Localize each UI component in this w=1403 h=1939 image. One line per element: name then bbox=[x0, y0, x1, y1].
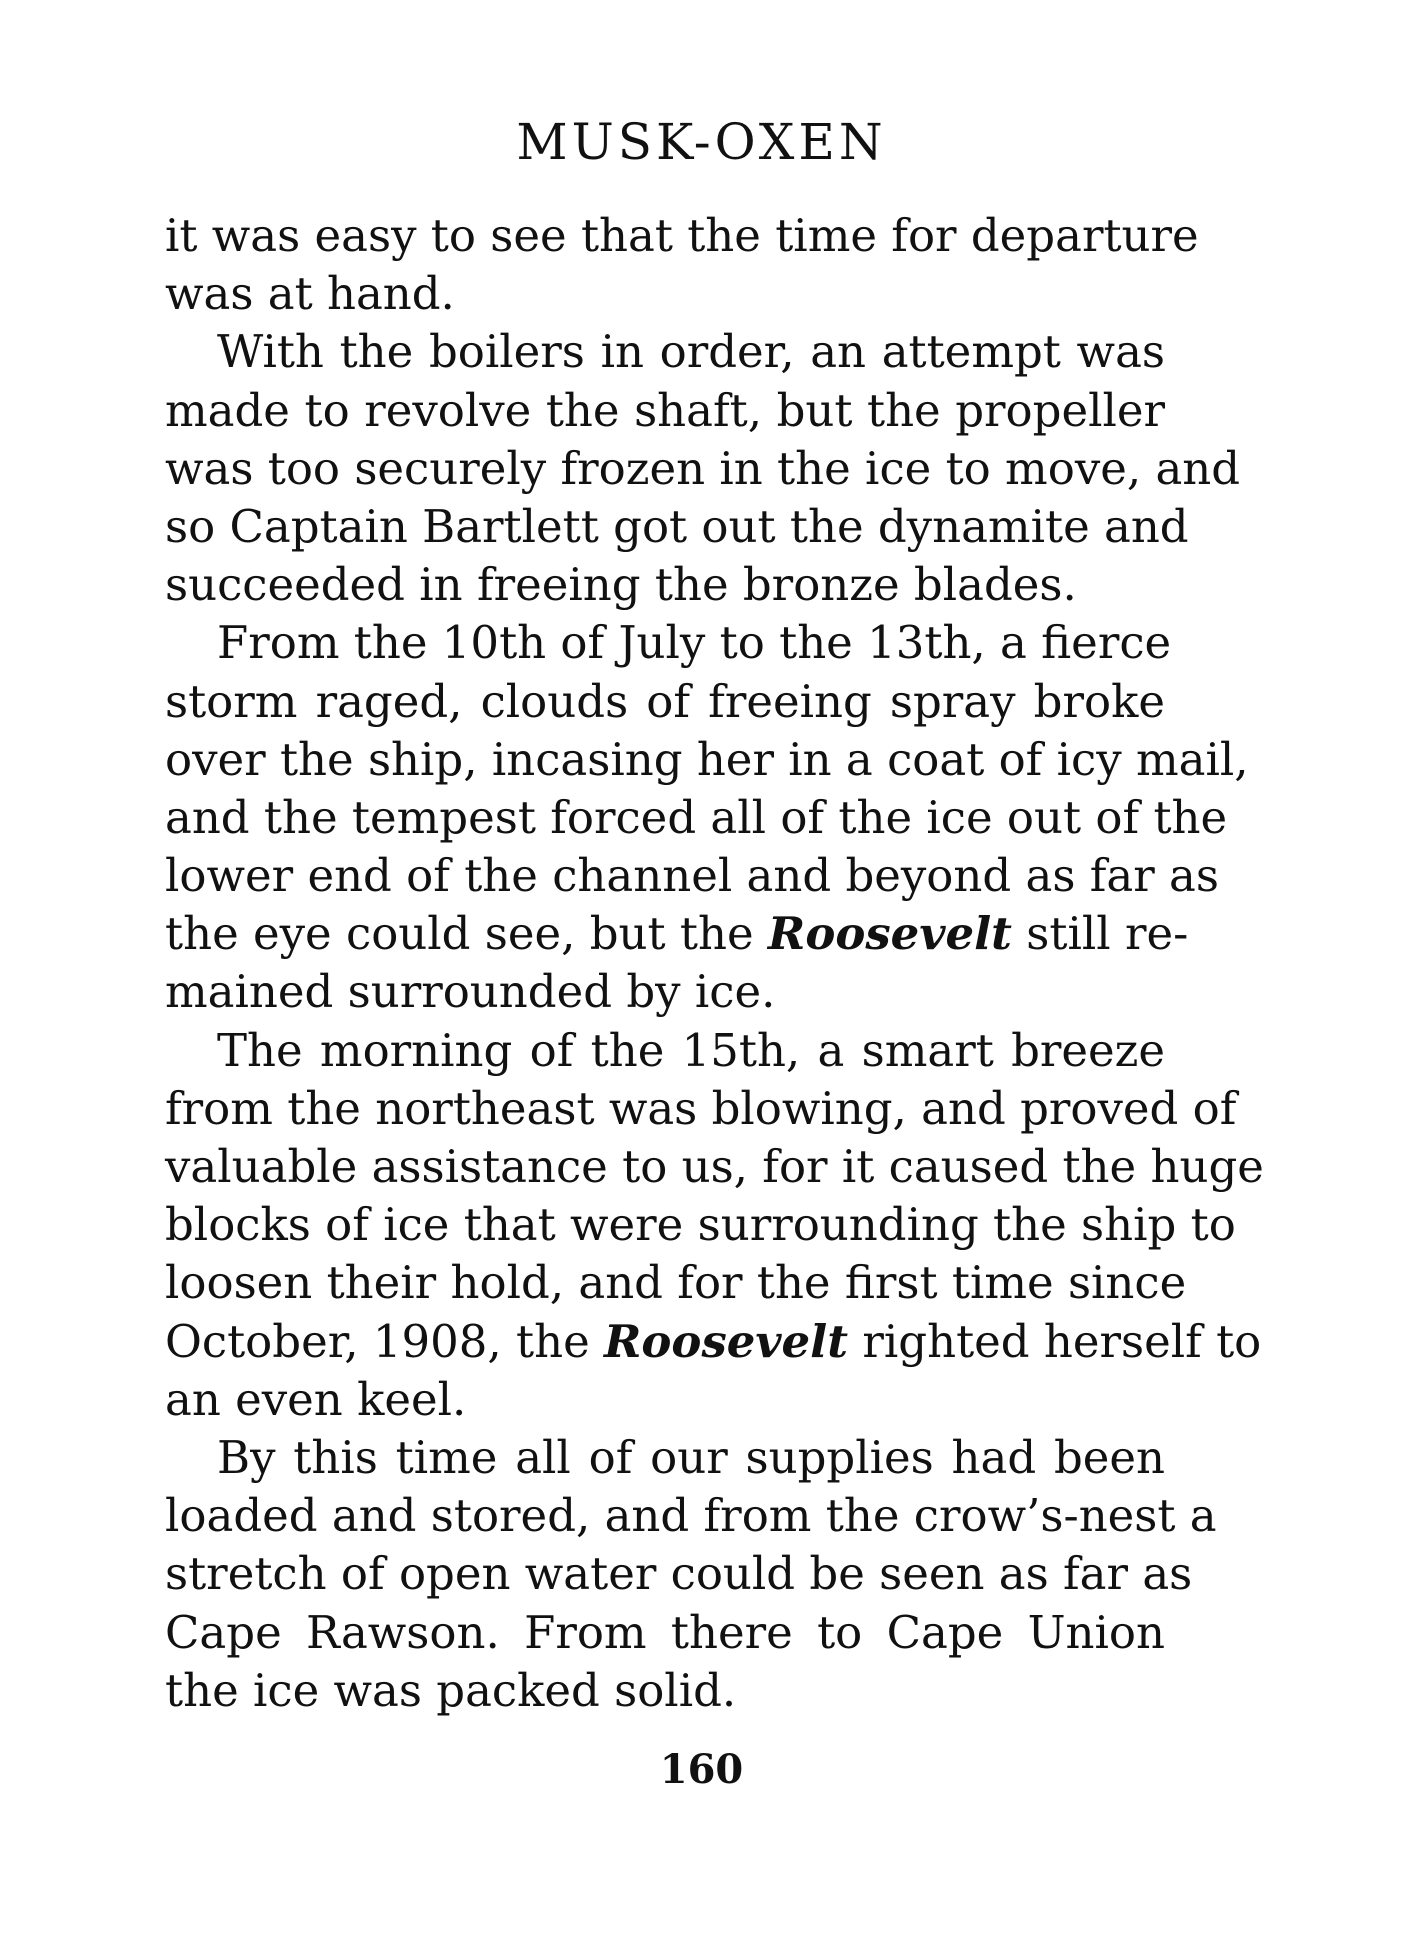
text-line: over the ship, incasing her in a coat of icy mail, bbox=[165, 732, 1249, 786]
page-number: 160 bbox=[659, 1746, 744, 1793]
text-line: mained surrounded by ice. bbox=[165, 965, 776, 1019]
ship-name: Roosevelt bbox=[604, 1314, 849, 1368]
ship-name: Roosevelt bbox=[767, 907, 1012, 961]
text-line bbox=[165, 1313, 1262, 1371]
text-line: The morning of the 15th, a smart breeze bbox=[217, 1023, 1165, 1077]
text-segment: October, 1908, the bbox=[165, 1314, 605, 1368]
text-line: an even keel. bbox=[165, 1372, 467, 1426]
text-line: stretch of open water could be seen as far as bbox=[165, 1547, 1193, 1601]
text-line bbox=[165, 905, 1189, 963]
text-line: was at hand. bbox=[165, 267, 455, 321]
text-line: valuable assistance to us, for it caused the huge bbox=[165, 1140, 1264, 1193]
text-line: storm raged, clouds of freeing spray broke bbox=[165, 674, 1165, 728]
text-line: loaded and stored, and from the crow’s-nest a bbox=[165, 1489, 1217, 1543]
text-line: blocks of ice that were surrounding the ship to bbox=[165, 1198, 1236, 1252]
text-line: was too securely frozen in the ice to move, and bbox=[165, 441, 1241, 495]
text-line: the ice was packed solid. bbox=[165, 1663, 737, 1717]
text-line: made to revolve the shaft, but the propeller bbox=[165, 383, 1165, 437]
text-segment: righted herself to bbox=[848, 1314, 1262, 1368]
text-line: Cape Rawson. From there to Cape Union bbox=[165, 1605, 1165, 1659]
text-line: from the northeast was blowing, and proved of bbox=[165, 1081, 1237, 1135]
text-line: loosen their hold, and for the first time since bbox=[165, 1256, 1187, 1310]
text-line: succeeded in freeing the bronze blades. bbox=[165, 558, 1077, 612]
text-line: it was easy to see that the time for departure bbox=[165, 209, 1199, 262]
running-head: MUSK-OXEN bbox=[516, 113, 887, 171]
body-text bbox=[165, 207, 1264, 1720]
text-line: and the tempest forced all of the ice out of the bbox=[165, 790, 1228, 844]
text-segment: still re- bbox=[1011, 907, 1189, 961]
text-segment: the eye could see, but the bbox=[165, 907, 768, 961]
text-line: With the boilers in order, an attempt was bbox=[217, 325, 1165, 379]
text-line: so Captain Bartlett got out the dynamite and bbox=[165, 499, 1189, 553]
text-line: lower end of the channel and beyond as far as bbox=[165, 849, 1219, 903]
text-line: From the 10th of July to the 13th, a fierce bbox=[217, 616, 1172, 670]
text-line: By this time all of our supplies had been bbox=[217, 1430, 1165, 1484]
